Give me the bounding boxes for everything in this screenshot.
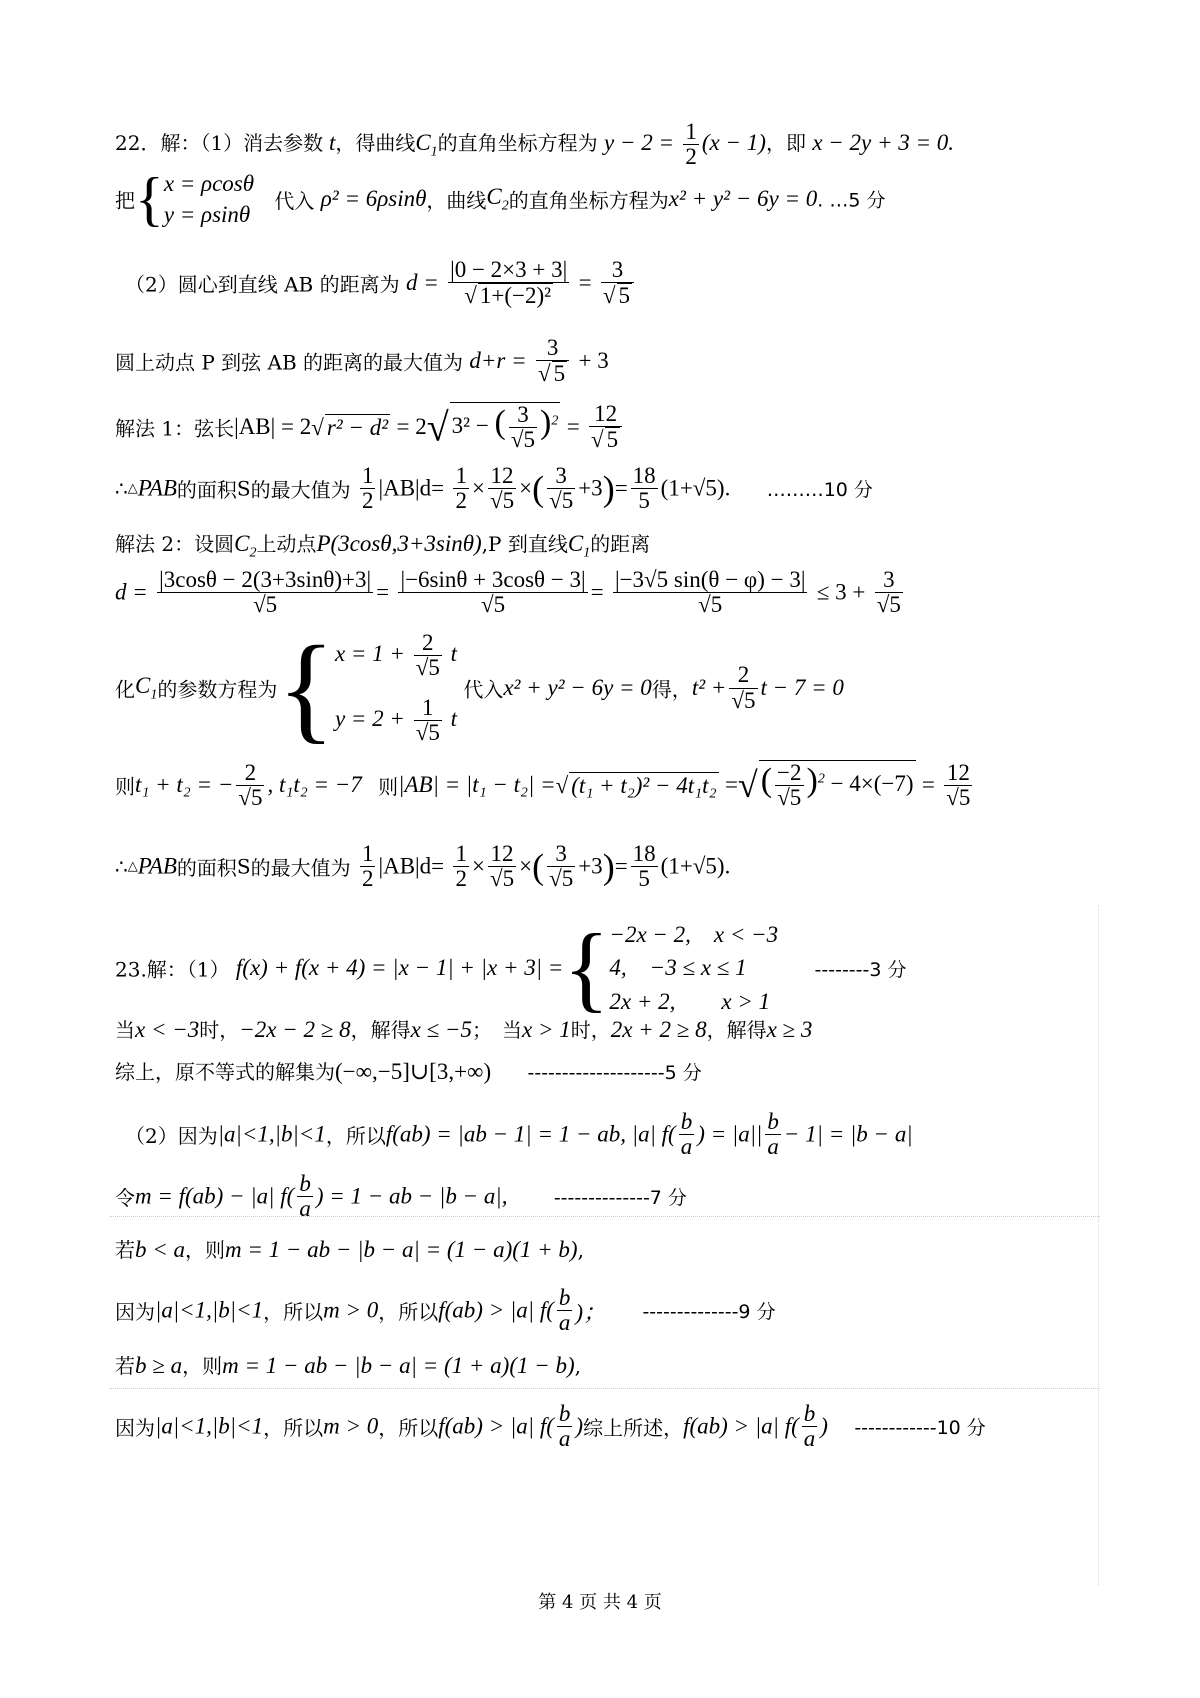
q22-max-distance: 圆上动点 P 到弦 AB 的距离的最大值为 d+r = $\frac{3}{√ 5}$ + 3: [115, 335, 609, 387]
q22-area-line2: ∴△PAB的面积S的最大值为 $\frac{1}{2}$ |AB|d= $\frac{1}{2}$ × $\frac{12}{√5}$ ×( $\frac{3}{√5}$ +3)= $\frac{18}{5}$ (1+√5).: [115, 841, 731, 892]
q23-case-b-lt-a: 若b < a，则m = 1 − ab − |b − a| = (1 − a)(1 + b),: [115, 1237, 584, 1262]
polar-system: x = ρcosθ y = ρsinθ: [163, 171, 255, 228]
q22-distance-chain: d = $\frac{|3\cos\theta - 2(3+3\sin\theta)+3|}{√5}$ = $\frac{|-6\sin\theta + 3\cos\theta - 3|}{√5}$ = $\frac{|-3√5 \sin(\theta - \varphi) - 3|}{√5}$ ≤ 3 + $\frac{3}{√5}$: [115, 567, 901, 618]
q23-case-b-ge-a: 若b ≥ a，则m = 1 − ab − |b − a| = (1 + a)(1 − b),: [115, 1353, 582, 1378]
q23-part1: 23.解：（1） f(x) + f(x + 4) = |x − 1| + |x + 3| ={ −2x − 2, x < −3 4, −3 ≤ x ≤ 1 2x + 2, x > 1 --------3 分: [115, 914, 907, 1022]
q22-parametric: 化$C_1$的参数方程为{ x = 1 + $\frac{2}{√5}$ t y = 2 + $\frac{1}{√5}$ t 代入x² + y² − 6y = 0得，t² + $\frac{2}{√5}$ t − 7 = 0: [115, 621, 844, 754]
dotted-frame-right: [1098, 905, 1099, 1585]
distance-fraction: $\frac{|0 - 2\times 3 + 3|}{\text{√ 1+(−2)²}}$: [450, 257, 568, 309]
q22-line2: 把{ x = ρcosθ y = ρsinθ 代入 ρ² = 6ρsinθ，曲线$C_2$的直角坐标方程为x² + y² − 6y = 0. …5 分: [115, 166, 886, 233]
score-9: --------------9 分: [642, 1301, 776, 1324]
q22-solution2: 解法 2：设圆$C_2$上动点P(3cosθ,3+3sinθ),P 到直线$C_1$的距离: [115, 531, 651, 561]
dotted-separator: [110, 1216, 1100, 1217]
q23-cases: 当x < −3时，−2x − 2 ≥ 8，解得x ≤ −5； 当x > 1时，2x + 2 ≥ 8，解得x ≥ 3: [115, 1017, 813, 1042]
q23-label: 23.解：: [115, 957, 187, 982]
dotted-separator-2: [110, 1388, 1100, 1389]
q22-vieta: 则t₁ + t₂ = − $\frac{2}{√5}$ , t₁t₂ = −7 则|AB| = |t₁ − t₂| =√ (t₁ + t₂)² − 4t₁t₂ =√( $\frac{-2}{√5}$ )$^2$ − 4×(−7) = $\frac{12}{√5}$: [115, 759, 971, 811]
q22-label: 22．解：: [115, 131, 201, 156]
score-10b: ------------10 分: [854, 1417, 986, 1440]
fraction: $\frac{1}{2}$: [685, 119, 697, 170]
piecewise-function: −2x − 2, x < −3 4, −3 ≤ x ≤ 1 2x + 2, x > 1: [609, 922, 779, 1014]
page-footer: 第 4 页 共 4 页: [538, 1592, 662, 1613]
q22-solution1: 解法 1：弦长|AB| = 2√ r² − d² = 2√ 3² − ( $\frac{3}{√5}$ )$^2$ = $\frac{12}{√ 5}$: [115, 402, 625, 452]
score-10: ………10 分: [766, 479, 873, 502]
q22-area-line1: ∴△PAB的面积S的最大值为 $\frac{1}{2}$ |AB|d= $\frac{1}{2}$ × $\frac{12}{√5}$ ×( $\frac{3}{√5}$ +3)= $\frac{18}{5}$ (1+√5). ………10 分: [115, 463, 873, 514]
q23-summary: 综上，原不等式的解集为(−∞,−5]∪[3,+∞) --------------------5 分: [115, 1059, 702, 1084]
score-7: --------------7 分: [553, 1187, 687, 1210]
q22-part2: （2）圆心到直线 AB 的距离为 d = $\frac{|0 - 2\times 3 + 3|}{\text{√ 1+(−2)²}}$ = $\frac{3}{√ 5}$: [125, 258, 637, 308]
score-3: --------3 分: [814, 958, 907, 981]
score-5b: --------------------5 分: [527, 1062, 702, 1084]
q22-line1: 22．解：（1）消去参数 t，得曲线$C_1$的直角坐标方程为 y − 2 = $\frac{1}{2}$ (x − 1)，即 x − 2y + 3 = 0.: [115, 119, 955, 170]
q23-part2: （2）因为|a|<1,|b|<1，所以f(ab) = |ab − 1| = 1 − ab, |a| f( $\frac{b}{a}$ ) = |a|| $\frac{b}{a}$ − 1| = |b − a|: [125, 1109, 913, 1160]
score-5: . …5 分: [817, 189, 886, 212]
q23-let-m: 令m = f(ab) − |a| f( $\frac{b}{a}$ ) = 1 − ab − |b − a|, --------------7 分: [115, 1171, 687, 1222]
q23-because1: 因为|a|<1,|b|<1，所以m > 0，所以f(ab) > |a| f( $\frac{b}{a}$ )； --------------9 分: [115, 1285, 776, 1336]
q23-because2: 因为|a|<1,|b|<1，所以m > 0，所以f(ab) > |a| f( $\frac{b}{a}$ )综上所述，f(ab) > |a| f( $\frac{b}{a}$ ) ------------10 分: [115, 1401, 986, 1452]
